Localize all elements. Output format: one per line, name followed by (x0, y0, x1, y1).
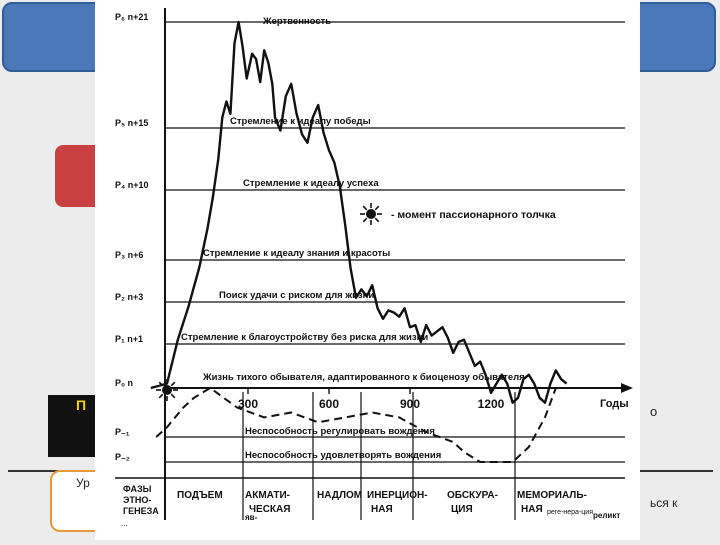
phase-label: ЭТНО- (123, 495, 152, 505)
phase-label: МЕМОРИАЛЬ- (517, 490, 587, 501)
slide-fragment-right-1: о (650, 404, 658, 419)
phase-sub-label: яв- (245, 513, 258, 522)
y-tick-label: P₄ n+10 (115, 180, 149, 190)
slide-fragment-left-1: П (76, 397, 87, 413)
phase-label: реге-нера-ция (547, 509, 593, 516)
y-tick-label: P₋₁ (115, 427, 130, 437)
phase-label: АКМАТИ- (245, 490, 291, 501)
legend-star-icon (360, 203, 382, 225)
passionarity-chart (95, 0, 640, 540)
star-ray (363, 218, 367, 222)
phase-sub-label: ... (121, 519, 128, 528)
level-label: Стремление к идеалу успеха (243, 178, 379, 189)
phase-label: ИНЕРЦИОН- (367, 490, 428, 501)
star-ray (375, 206, 379, 210)
y-tick-label: P₂ n+3 (115, 292, 144, 302)
phase-label: ЦИЯ (451, 504, 473, 515)
chart-panel (95, 0, 640, 540)
phase-label: НАЯ (521, 504, 543, 515)
phase-label: НАЯ (371, 504, 393, 515)
star-ray (363, 206, 367, 210)
y-tick-label: P₆ n+21 (115, 12, 149, 22)
phase-label: ОБСКУРА- (447, 490, 498, 501)
level-label: Поиск удачи с риском для жизни (219, 290, 375, 301)
y-tick-label: P₁ n+1 (115, 334, 143, 344)
level-label: Стремление к идеалу победы (230, 116, 371, 127)
x-axis-arrow (621, 383, 633, 393)
x-tick-label: 900 (399, 397, 421, 411)
star-core (162, 385, 172, 395)
star-ray (171, 394, 175, 398)
x-tick-label: 300 (237, 397, 259, 411)
phase-label: НАДЛОМ (317, 490, 363, 501)
y-tick-label: P₅ n+15 (115, 118, 149, 128)
y-tick-label: P₋₂ (115, 452, 130, 462)
star-core (366, 209, 376, 219)
phase-label: ЧЕСКАЯ (249, 504, 291, 515)
level-label: Жертвенность (263, 16, 332, 27)
phase-label: ГЕНЕЗА (123, 506, 159, 516)
level-label: Жизнь тихого обывателя, адаптированного к биоценозу обывателя (203, 372, 525, 383)
phase-label: реликт (593, 511, 621, 520)
x-axis-label: Годы (600, 398, 629, 410)
level-label: Неспособность регулировать вождения (245, 426, 435, 437)
push-star-icon (156, 379, 178, 401)
x-tick-label: 600 (318, 397, 340, 411)
slide-fragment-left-2: Ур (76, 476, 90, 490)
star-ray (171, 382, 175, 386)
star-ray (375, 218, 379, 222)
level-label: Стремление к благоустройству без риска для жизни (181, 332, 429, 343)
slide-fragment-right-2: ься к (650, 496, 678, 510)
y-tick-label: P₀ n (115, 378, 134, 388)
level-label: Неспособность удовлетворять вождения (245, 450, 442, 461)
phase-label: ПОДЪЕМ (177, 490, 223, 501)
legend-annotation: - момент пассионарного толчка (391, 209, 556, 221)
level-label: Стремление к идеалу знания и красоты (203, 248, 391, 259)
star-ray (159, 394, 163, 398)
y-tick-label: P₃ n+6 (115, 250, 144, 260)
x-tick-label: 1200 (477, 397, 505, 411)
phase-label: ФАЗЫ (123, 484, 152, 494)
